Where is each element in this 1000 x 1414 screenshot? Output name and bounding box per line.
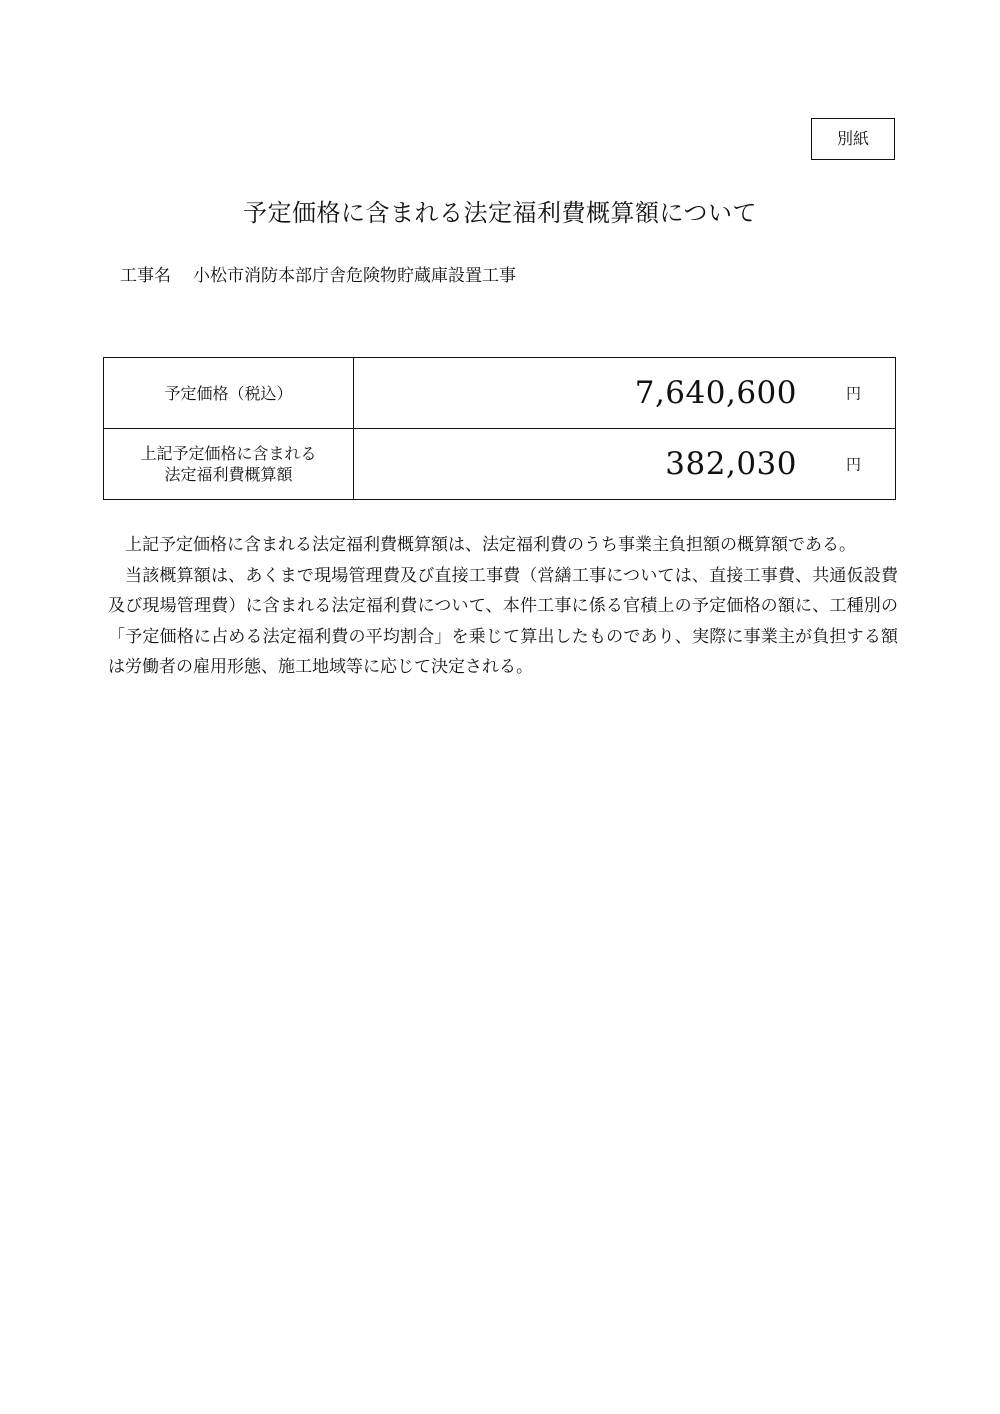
attachment-label: 別紙: [836, 129, 869, 148]
welfare-cost-amount: 382,030: [665, 446, 797, 482]
welfare-cost-unit: 円: [845, 455, 861, 474]
project-name-label: 工事名: [120, 266, 171, 286]
planned-price-amount: 7,640,600: [634, 375, 797, 411]
table-row: [104, 358, 896, 429]
welfare-cost-label-line-2: 法定福利費概算額: [164, 465, 293, 484]
welfare-cost-label-line-1: 上記予定価格に含まれる: [140, 444, 317, 463]
welfare-cost-label-cell: [104, 429, 354, 500]
project-name-value: 小松市消防本部庁舎危険物貯蔵庫設置工事: [193, 266, 516, 286]
attachment-label-box: [811, 118, 895, 160]
planned-price-label: 予定価格（税込）: [164, 383, 293, 403]
table-row: [104, 429, 896, 500]
explanation-paragraph-2: 当該概算額は、あくまで現場管理費及び直接工事費（営繕工事については、直接工事費、共通仮設費及び現場管理費）に含まれる法定福利費について、本件工事に係る官積上の予定価格の額に、工種別の「予定価格に占める法定福利費の平均割合」を乗じて算出したものであり、実際に事業主が負担する額は労働者の雇用形態、施工地域等に応じて決定される。: [108, 565, 898, 677]
project-name-line: [120, 264, 516, 288]
price-table: [103, 357, 896, 500]
explanation-text: [108, 530, 898, 683]
planned-price-unit: 円: [845, 384, 861, 403]
planned-price-label-cell: [104, 358, 354, 429]
welfare-cost-value-cell: [354, 429, 896, 500]
page-title: 予定価格に含まれる法定福利費概算額について: [242, 199, 758, 227]
explanation-paragraph-1: 上記予定価格に含まれる法定福利費概算額は、法定福利費のうち事業主負担額の概算額である。: [125, 535, 856, 555]
planned-price-value-cell: [354, 358, 896, 429]
